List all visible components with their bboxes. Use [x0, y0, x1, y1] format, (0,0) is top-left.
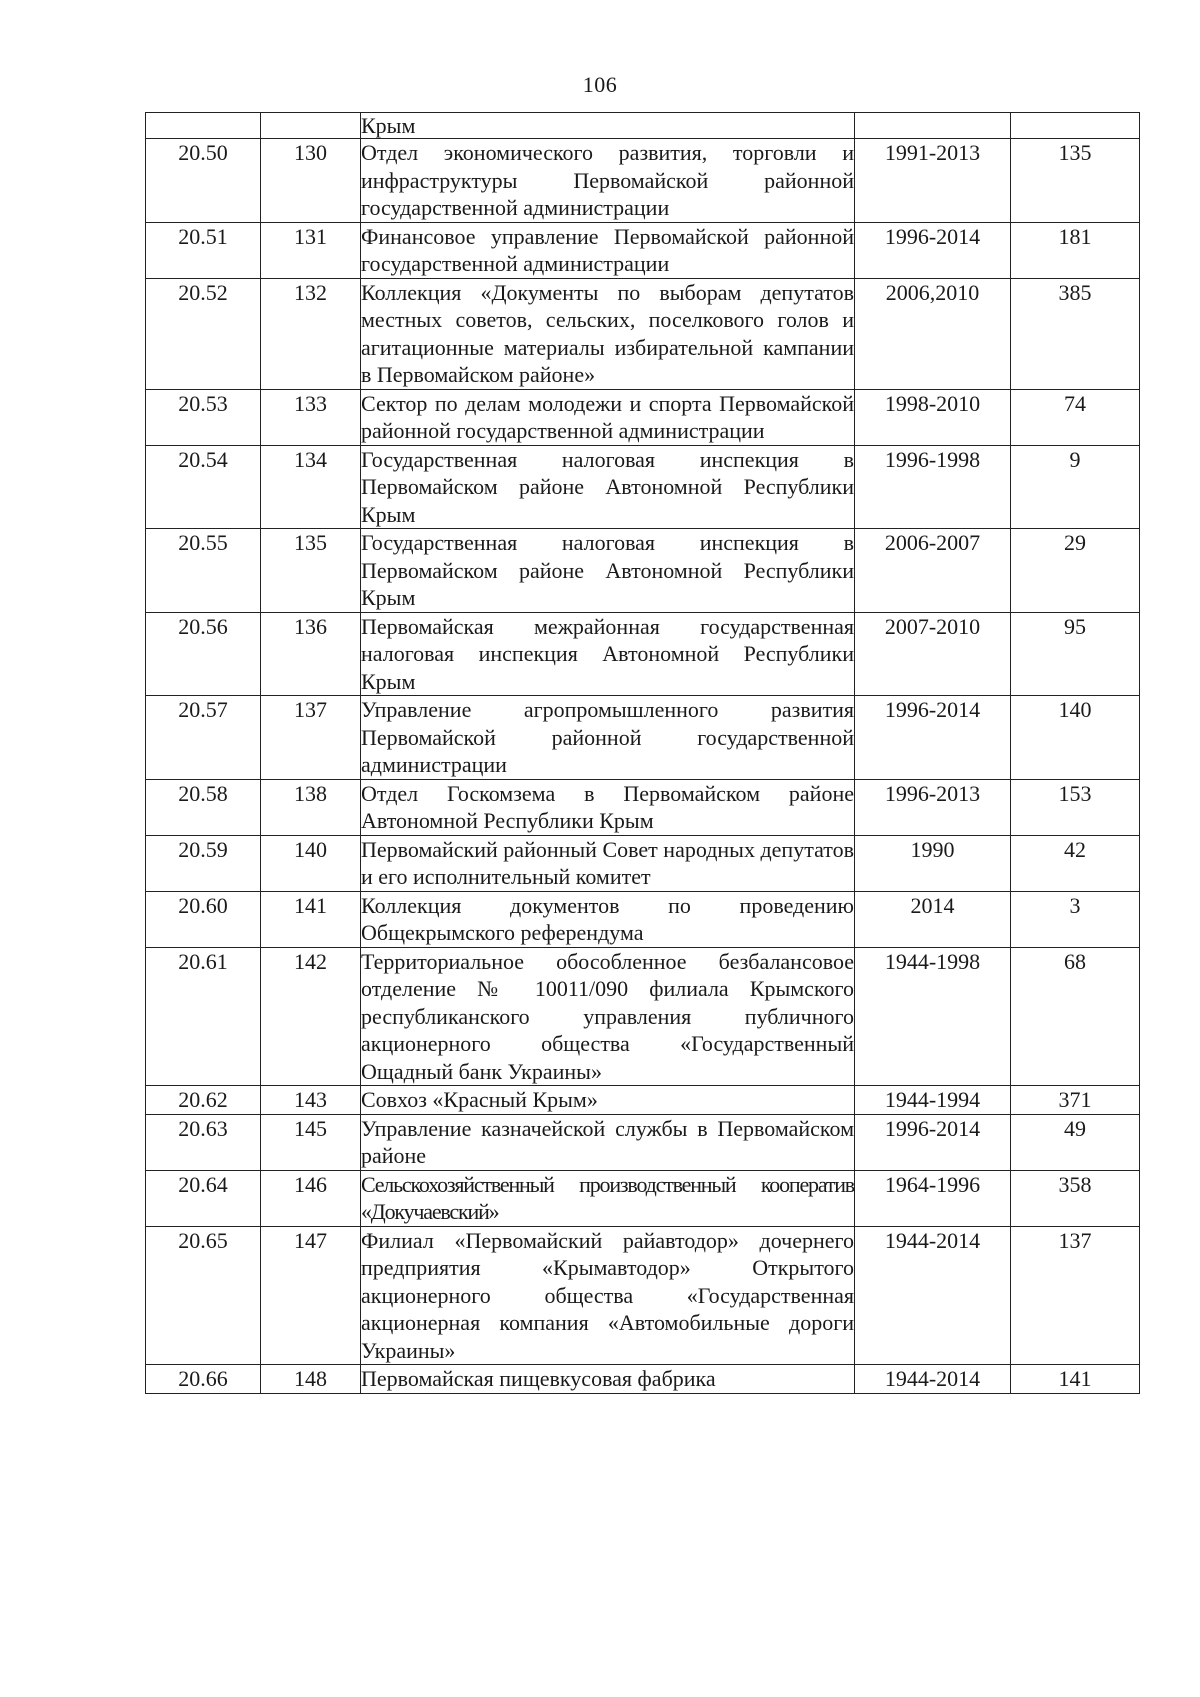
- cell-count: 371: [1011, 1086, 1140, 1115]
- fund-registry-table: [145, 112, 1140, 1394]
- cell-fund: 131: [261, 222, 361, 278]
- cell-count: 49: [1011, 1114, 1140, 1170]
- cell-years: 2006,2010: [855, 278, 1011, 389]
- table-row: [146, 222, 1140, 278]
- table-row: [146, 696, 1140, 780]
- cell-years: 1991-2013: [855, 139, 1011, 223]
- cell-count: 140: [1011, 696, 1140, 780]
- cell-fund: 130: [261, 139, 361, 223]
- cell-number: 20.66: [146, 1365, 261, 1394]
- cell-fund: 140: [261, 835, 361, 891]
- cell-number: 20.52: [146, 278, 261, 389]
- cell-number: [146, 113, 261, 139]
- cell-name: Совхоз «Красный Крым»: [361, 1086, 855, 1115]
- cell-fund: 143: [261, 1086, 361, 1115]
- cell-name: Первомайская межрайонная государственная налоговая инспекция Автономной Республики Крым: [361, 613, 854, 694]
- cell-number: 20.61: [146, 947, 261, 1086]
- cell-number: 20.54: [146, 445, 261, 529]
- table-row: [146, 947, 1140, 1086]
- cell-fund: 136: [261, 612, 361, 696]
- table-row: [146, 1365, 1140, 1394]
- cell-fund: 146: [261, 1170, 361, 1226]
- cell-years: 1996-2014: [855, 222, 1011, 278]
- cell-fund: 142: [261, 947, 361, 1086]
- cell-count: 95: [1011, 612, 1140, 696]
- table-row: [146, 779, 1140, 835]
- table-row: [146, 139, 1140, 223]
- cell-name: Управление агропромышленного развития Первомайской районной государственной администрации: [361, 697, 854, 777]
- cell-name: Сельскохозяйственный производственный кооператив «Докучаевский»: [361, 1171, 854, 1224]
- table-row: [146, 1226, 1140, 1365]
- cell-years: 2014: [855, 891, 1011, 947]
- cell-years: 1996-2014: [855, 1114, 1011, 1170]
- cell-name: Коллекция «Документы по выборам депутатов местных советов, сельских, поселкового голов и агитационные материалы избирательной кампании в Первомайском районе»: [361, 279, 854, 387]
- cell-number: 20.63: [146, 1114, 261, 1170]
- cell-name: Финансовое управление Первомайской районной государственной администрации: [361, 223, 854, 276]
- cell-number: 20.57: [146, 696, 261, 780]
- table-row-continuation: [146, 113, 1140, 139]
- cell-fund: 147: [261, 1226, 361, 1365]
- cell-count: 74: [1011, 389, 1140, 445]
- cell-fund: 137: [261, 696, 361, 780]
- cell-fund: 138: [261, 779, 361, 835]
- cell-years: 1990: [855, 835, 1011, 891]
- cell-number: 20.58: [146, 779, 261, 835]
- cell-name: Коллекция документов по проведению Общекрымского референдума: [361, 892, 854, 945]
- cell-number: 20.53: [146, 389, 261, 445]
- cell-number: 20.60: [146, 891, 261, 947]
- cell-fund: 133: [261, 389, 361, 445]
- cell-number: 20.59: [146, 835, 261, 891]
- table-row: [146, 389, 1140, 445]
- cell-number: 20.51: [146, 222, 261, 278]
- cell-number: 20.65: [146, 1226, 261, 1365]
- cell-fund: 132: [261, 278, 361, 389]
- cell-fund: 148: [261, 1365, 361, 1394]
- cell-count: 29: [1011, 529, 1140, 613]
- cell-count: 42: [1011, 835, 1140, 891]
- cell-years: 1996-1998: [855, 445, 1011, 529]
- cell-years: 1944-2014: [855, 1226, 1011, 1365]
- cell-fund: 145: [261, 1114, 361, 1170]
- cell-number: 20.62: [146, 1086, 261, 1115]
- table-row: [146, 278, 1140, 389]
- cell-years: 1964-1996: [855, 1170, 1011, 1226]
- cell-years: 1944-1998: [855, 947, 1011, 1086]
- cell-name: Государственная налоговая инспекция в Первомайском районе Автономной Республики Крым: [361, 530, 854, 610]
- cell-years: 1944-1994: [855, 1086, 1011, 1115]
- cell-count: 385: [1011, 278, 1140, 389]
- cell-count: 181: [1011, 222, 1140, 278]
- cell-fund: [261, 113, 361, 139]
- cell-fund: 141: [261, 891, 361, 947]
- cell-years: 1996-2014: [855, 696, 1011, 780]
- table-row: [146, 1114, 1140, 1170]
- cell-name: Территориальное обособленное безбалансовое отделение № 10011/090 филиала Крымского республиканского управления публичного акционерного общества «Государственный Ощадный банк Украины»: [361, 948, 854, 1084]
- cell-years: 2007-2010: [855, 612, 1011, 696]
- cell-years: 1998-2010: [855, 389, 1011, 445]
- cell-count: 137: [1011, 1226, 1140, 1365]
- cell-fund: 135: [261, 529, 361, 613]
- cell-name: Первомайский районный Совет народных депутатов и его исполнительный комитет: [361, 836, 854, 889]
- table-row: [146, 445, 1140, 529]
- cell-count: 9: [1011, 445, 1140, 529]
- table-row: [146, 1170, 1140, 1226]
- cell-count: 68: [1011, 947, 1140, 1086]
- cell-count: 135: [1011, 139, 1140, 223]
- cell-count: [1011, 113, 1140, 139]
- table-row: [146, 1086, 1140, 1115]
- cell-years: 1996-2013: [855, 779, 1011, 835]
- cell-name: Отдел Госкомзема в Первомайском районе Автономной Республики Крым: [361, 780, 854, 833]
- cell-number: 20.55: [146, 529, 261, 613]
- cell-count: 141: [1011, 1365, 1140, 1394]
- table-row: [146, 891, 1140, 947]
- cell-years: 2006-2007: [855, 529, 1011, 613]
- cell-name: Отдел экономического развития, торговли и инфраструктуры Первомайской районной государственной администрации: [361, 140, 854, 220]
- cell-name: Филиал «Первомайский райавтодор» дочернего предприятия «Крымавтодор» Открытого акционерного общества «Государственная акционерная компания «Автомобильные дороги Украины»: [361, 1227, 854, 1363]
- cell-years: 1944-2014: [855, 1365, 1011, 1394]
- cell-name: Первомайская пищевкусовая фабрика: [361, 1365, 855, 1394]
- cell-number: 20.64: [146, 1170, 261, 1226]
- cell-count: 3: [1011, 891, 1140, 947]
- cell-count: 358: [1011, 1170, 1140, 1226]
- cell-name: Сектор по делам молодежи и спорта Первомайской районной государственной администрации: [361, 390, 854, 443]
- cell-fund: 134: [261, 445, 361, 529]
- cell-years: [855, 113, 1011, 139]
- cell-count: 153: [1011, 779, 1140, 835]
- cell-name: Государственная налоговая инспекция в Первомайском районе Автономной Республики Крым: [361, 446, 854, 527]
- cell-number: 20.50: [146, 139, 261, 223]
- cell-name: Крым: [361, 113, 855, 139]
- cell-name: Управление казначейской службы в Первомайском районе: [361, 1115, 854, 1168]
- page-number: 106: [582, 72, 618, 97]
- table-row: [146, 835, 1140, 891]
- cell-number: 20.56: [146, 612, 261, 696]
- table-row: [146, 612, 1140, 696]
- table-row: [146, 529, 1140, 613]
